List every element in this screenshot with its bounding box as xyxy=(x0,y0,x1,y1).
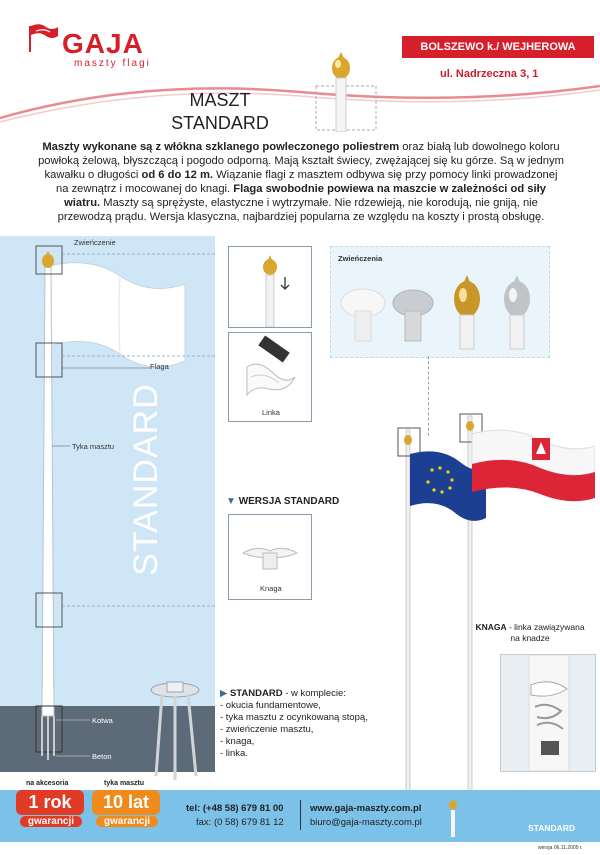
knaga-note-rest: - linka zawiązywana na knadze xyxy=(506,622,585,643)
kit-title-rest: - w komplecie: xyxy=(282,688,346,699)
intro-text-1: oraz białą lub dowolnego koloru powłoką żelową, błyszczącą i pogodo odporną. Mają kształt świecy, zwężającej się ku górze. Są w jednym kawałku o długości xyxy=(38,141,564,181)
vertical-standard-label: STANDARD xyxy=(126,383,165,576)
logo-word: GAJA xyxy=(62,28,144,59)
label-flag: Flaga xyxy=(150,362,169,371)
logo-mark xyxy=(24,22,64,52)
page-title-line2: STANDARD xyxy=(171,113,269,133)
badge1-top: na akcesoria xyxy=(26,780,69,787)
intro-bold-2: Flaga swobodnie powiewa na maszcie w zależności od siły wiatru. xyxy=(64,183,546,209)
kit-section xyxy=(220,688,420,760)
version-title xyxy=(226,496,339,507)
knaga-note-bold: KNAGA xyxy=(475,622,507,632)
intro-bold-1: Maszty wykonane są z włókna szklanego powleczonego poliestrem xyxy=(42,141,400,153)
address-city: BOLSZEWO k./ WEJHEROWA xyxy=(402,36,594,58)
kit-item: - linka. xyxy=(220,748,248,759)
badge2-top: tyka masztu xyxy=(104,780,145,787)
label-anchor: Kotwa xyxy=(92,716,113,725)
label-finial: Zwieńczenie xyxy=(74,238,116,247)
intro-text-3: Maszty są sprężyste, elastyczne i wytrzymałe. Nie rdzewieją, nie korodują, nie gniją, nie przewodzą prądu. Wersja klasyczna, najbardziej popularna ze względu na koszty i prostą obsługę. xyxy=(57,197,545,223)
fax-number: fax: (0 58) 679 81 12 xyxy=(196,817,284,828)
finials-title: Zwieńczenia xyxy=(338,254,383,263)
page-title-line1: MASZT xyxy=(189,90,251,110)
kit-item: - zwieńczenie masztu, xyxy=(220,724,314,735)
foundation-hardware xyxy=(140,676,210,786)
triangle-icon: ▼ xyxy=(226,496,236,507)
knaga-photo xyxy=(500,654,596,772)
badge2-num: 10 lat xyxy=(92,790,160,815)
intro-length: od 6 do 12 m. xyxy=(141,169,214,181)
footer-version: wersja 06.11.2009 r. xyxy=(538,845,583,851)
intro-text-2: Wiązanie flagi z masztem odbywa się przy pomocy linki prowadzonej na zewnątrz i mocowanej do knagi. xyxy=(56,169,558,195)
knaga-note xyxy=(470,622,590,644)
label-line: Linka xyxy=(262,408,280,417)
badge1-num: 1 rok xyxy=(16,790,84,815)
dashed-connector-flags xyxy=(428,356,429,436)
address-street: ul. Nadrzeczna 3, 1 xyxy=(440,68,539,80)
contact-divider xyxy=(300,800,301,830)
logo-tagline: maszty flagi xyxy=(74,58,151,69)
warranty-badge-2 xyxy=(92,780,162,838)
phone-number: tel: (+48 58) 679 81 00 xyxy=(186,803,284,814)
triangle-icon: ▶ xyxy=(220,688,228,699)
kit-title-bold: STANDARD xyxy=(229,688,283,699)
warranty-badge-1 xyxy=(16,780,86,838)
label-concrete: Beton xyxy=(92,752,112,761)
detail-finial-box xyxy=(228,246,312,328)
badge2-word: gwarancji xyxy=(96,816,158,827)
version-title-text: WERSJA STANDARD xyxy=(238,496,340,507)
badge1-word: gwarancji xyxy=(20,816,82,827)
kit-item: - knaga, xyxy=(220,736,255,747)
kit-title xyxy=(220,688,420,700)
header-finial-image xyxy=(296,46,386,132)
label-cleat: Knaga xyxy=(260,584,282,593)
kit-item: - tyka masztu z ocynkowaną stopą, xyxy=(220,712,368,723)
footer-tag: STANDARD xyxy=(528,823,576,833)
kit-item: - okucia fundamentowe, xyxy=(220,700,321,711)
intro-paragraph xyxy=(38,140,564,224)
label-pole: Tyka masztu xyxy=(72,442,115,451)
footer-finial-icon xyxy=(446,795,460,837)
website-link[interactable]: www.gaja-maszty.com.pl xyxy=(310,803,422,814)
email-link[interactable]: biuro@gaja-maszty.com.pl xyxy=(310,817,422,828)
